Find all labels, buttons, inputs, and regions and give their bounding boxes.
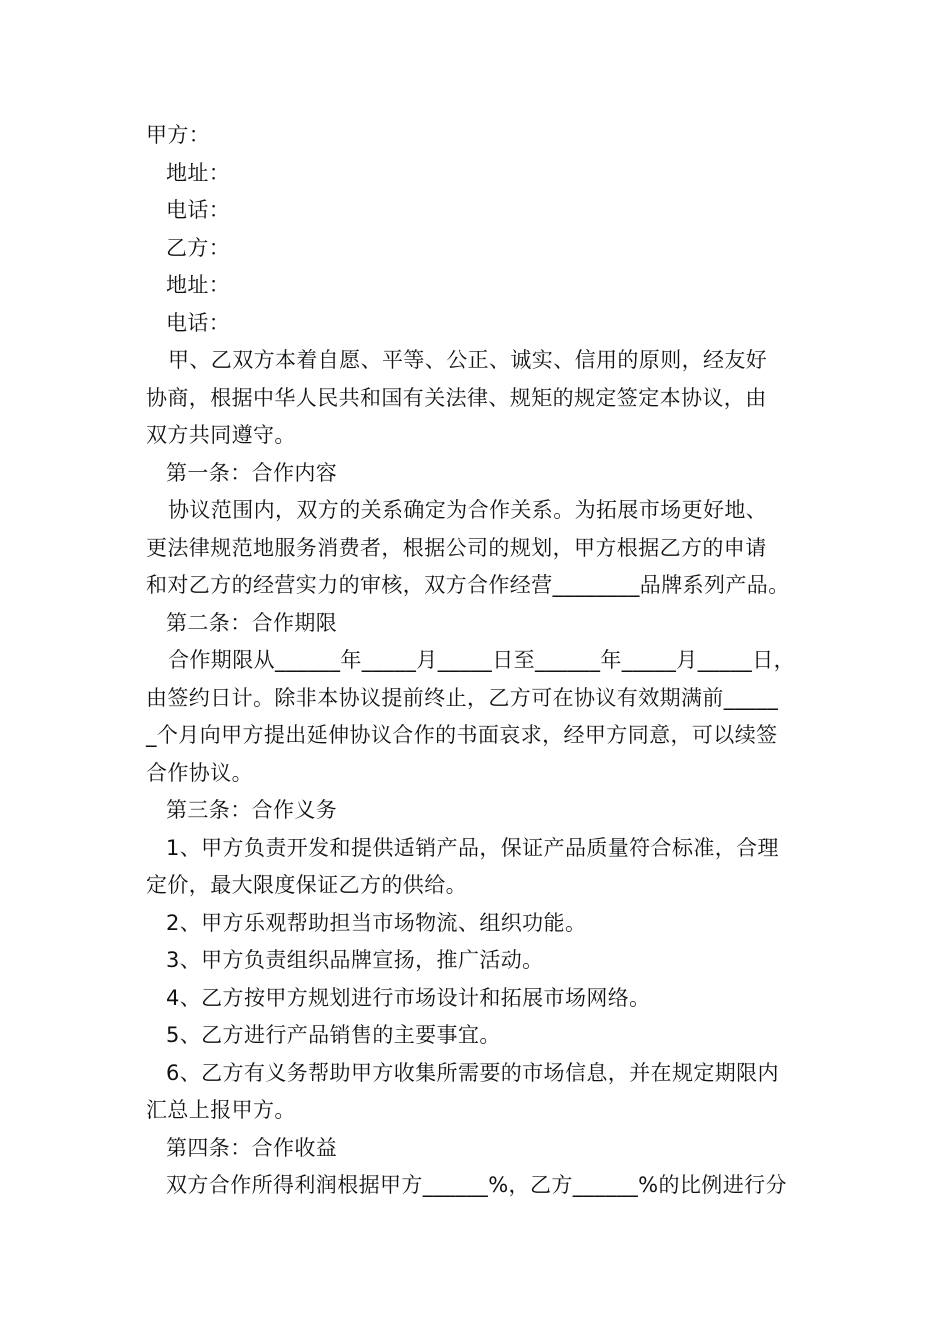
article-3-item-6-line-1: 6、乙方有义务帮助甲方收集所需要的市场信息，并在规定期限内 [166,1060,779,1085]
article-1-heading: 第一条：合作内容 [166,460,338,485]
article-2-line-2: 由签约日计。除非本协议提前终止，乙方可在协议有效期满前_____ [146,685,779,710]
preamble-line-3: 双方共同遵守。 [146,423,296,447]
article-4-line-1: 双方合作所得利润根据甲方______%，乙方______%的比例进行分 [166,1173,787,1197]
party-a-label: 甲方： [146,123,211,147]
party-b-label: 乙方： [166,235,231,260]
article-2-line-3: _个月向甲方提出延伸协议合作的书面哀求，经甲方同意，可以续签 [146,723,778,747]
article-3-item-6-line-2: 汇总上报甲方。 [146,1098,296,1122]
party-a-address: 地址： [166,160,231,185]
article-3-heading: 第三条：合作义务 [166,798,338,822]
article-1-line-3: 和对乙方的经营实力的审核，双方合作经营________品牌系列产品。 [146,573,790,597]
article-4-heading: 第四条：合作收益 [166,1135,338,1160]
article-2-heading: 第二条：合作期限 [166,610,338,635]
article-3-item-1-line-1: 1、甲方负责开发和提供适销产品，保证产品质量符合标准，合理 [166,835,779,860]
article-1-line-1: 协议范围内，双方的关系确定为合作关系。为拓展市场更好地、 [168,498,768,522]
preamble-line-2: 协商，根据中华人民共和国有关法律、规矩的规定签定本协议，由 [146,385,767,410]
article-3-item-2: 2、甲方乐观帮助担当市场物流、组织功能。 [166,910,587,935]
article-3-item-1-line-2: 定价，最大限度保证乙方的供给。 [146,873,467,897]
preamble-line-1: 甲、乙双方本着自愿、平等、公正、诚实、信用的原则，经友好 [168,348,768,372]
article-2-line-1: 合作期限从______年_____月_____日至______年_____月_____日， [168,648,795,672]
article-2-line-4: 合作协议。 [146,760,253,785]
party-b-phone: 电话： [166,310,231,335]
article-3-item-3: 3、甲方负责组织品牌宣扬，推广活动。 [166,948,544,972]
party-b-address: 地址： [166,273,231,297]
article-3-item-4: 4、乙方按甲方规划进行市场设计和拓展市场网络。 [166,985,651,1010]
article-1-line-2: 更法律规范地服务消费者，根据公司的规划，甲方根据乙方的申请 [146,535,767,560]
document-body [146,117,810,1205]
party-a-phone: 电话： [166,198,231,222]
article-3-item-5: 5、乙方进行产品销售的主要事宜。 [166,1023,501,1047]
